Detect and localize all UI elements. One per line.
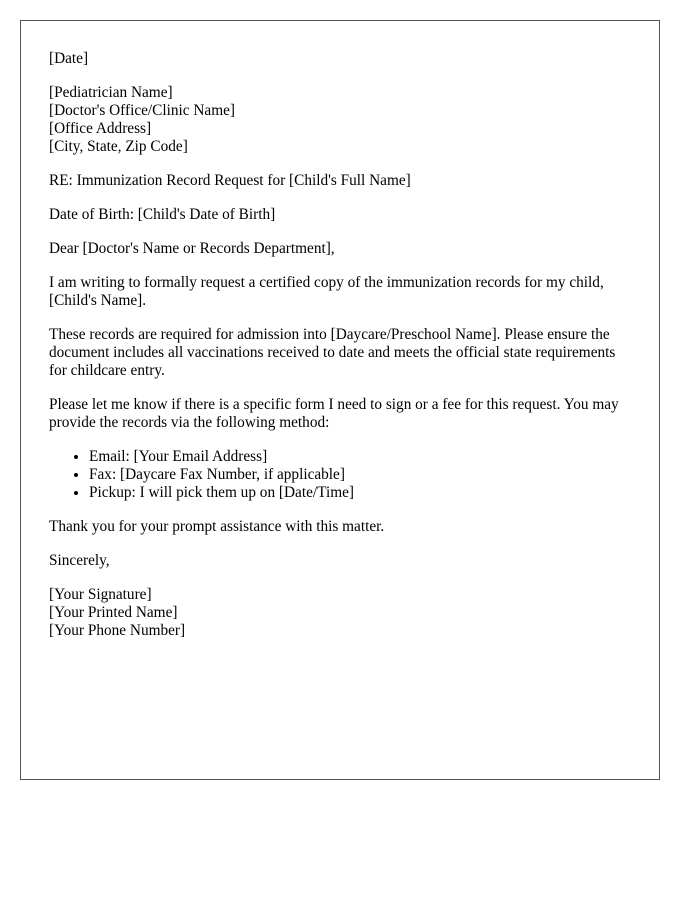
closing: Sincerely, <box>49 552 110 569</box>
list-item-email: • Email: [Your Email Address] <box>89 448 631 466</box>
recipient-address: [Office Address] <box>49 120 152 137</box>
letter-date: [Date] <box>49 50 89 67</box>
phone-number: [Your Phone Number] <box>49 622 186 639</box>
list-item-pickup: • Pickup: I will pick them up on [Date/Time] <box>89 484 631 502</box>
letter-page <box>20 20 660 780</box>
delivery-methods-list <box>49 448 631 502</box>
printed-name: [Your Printed Name] <box>49 604 178 621</box>
recipient-office: [Doctor's Office/Clinic Name] <box>49 102 235 119</box>
recipient-block <box>49 84 631 156</box>
signature-block <box>49 586 631 640</box>
paragraph-requirements: These records are required for admission into [Daycare/Preschool Name]. Please ensure the document includes all vaccinations received to date and meets the official state requirements for childcare entry. <box>49 326 616 379</box>
thanks-line: Thank you for your prompt assistance with this matter. <box>49 518 385 535</box>
recipient-name: [Pediatrician Name] <box>49 84 173 101</box>
signature-placeholder: [Your Signature] <box>49 586 152 603</box>
list-item-fax: • Fax: [Daycare Fax Number, if applicable] <box>89 466 631 484</box>
date-of-birth-line: Date of Birth: [Child's Date of Birth] <box>49 206 276 223</box>
paragraph-request: I am writing to formally request a certified copy of the immunization records for my child, [Child's Name]. <box>49 274 604 309</box>
paragraph-delivery: Please let me know if there is a specific form I need to sign or a fee for this request. You may provide the records via the following method: <box>49 396 619 431</box>
subject-line: RE: Immunization Record Request for [Child's Full Name] <box>49 172 411 189</box>
salutation: Dear [Doctor's Name or Records Department], <box>49 240 335 257</box>
recipient-city-state-zip: [City, State, Zip Code] <box>49 138 188 155</box>
